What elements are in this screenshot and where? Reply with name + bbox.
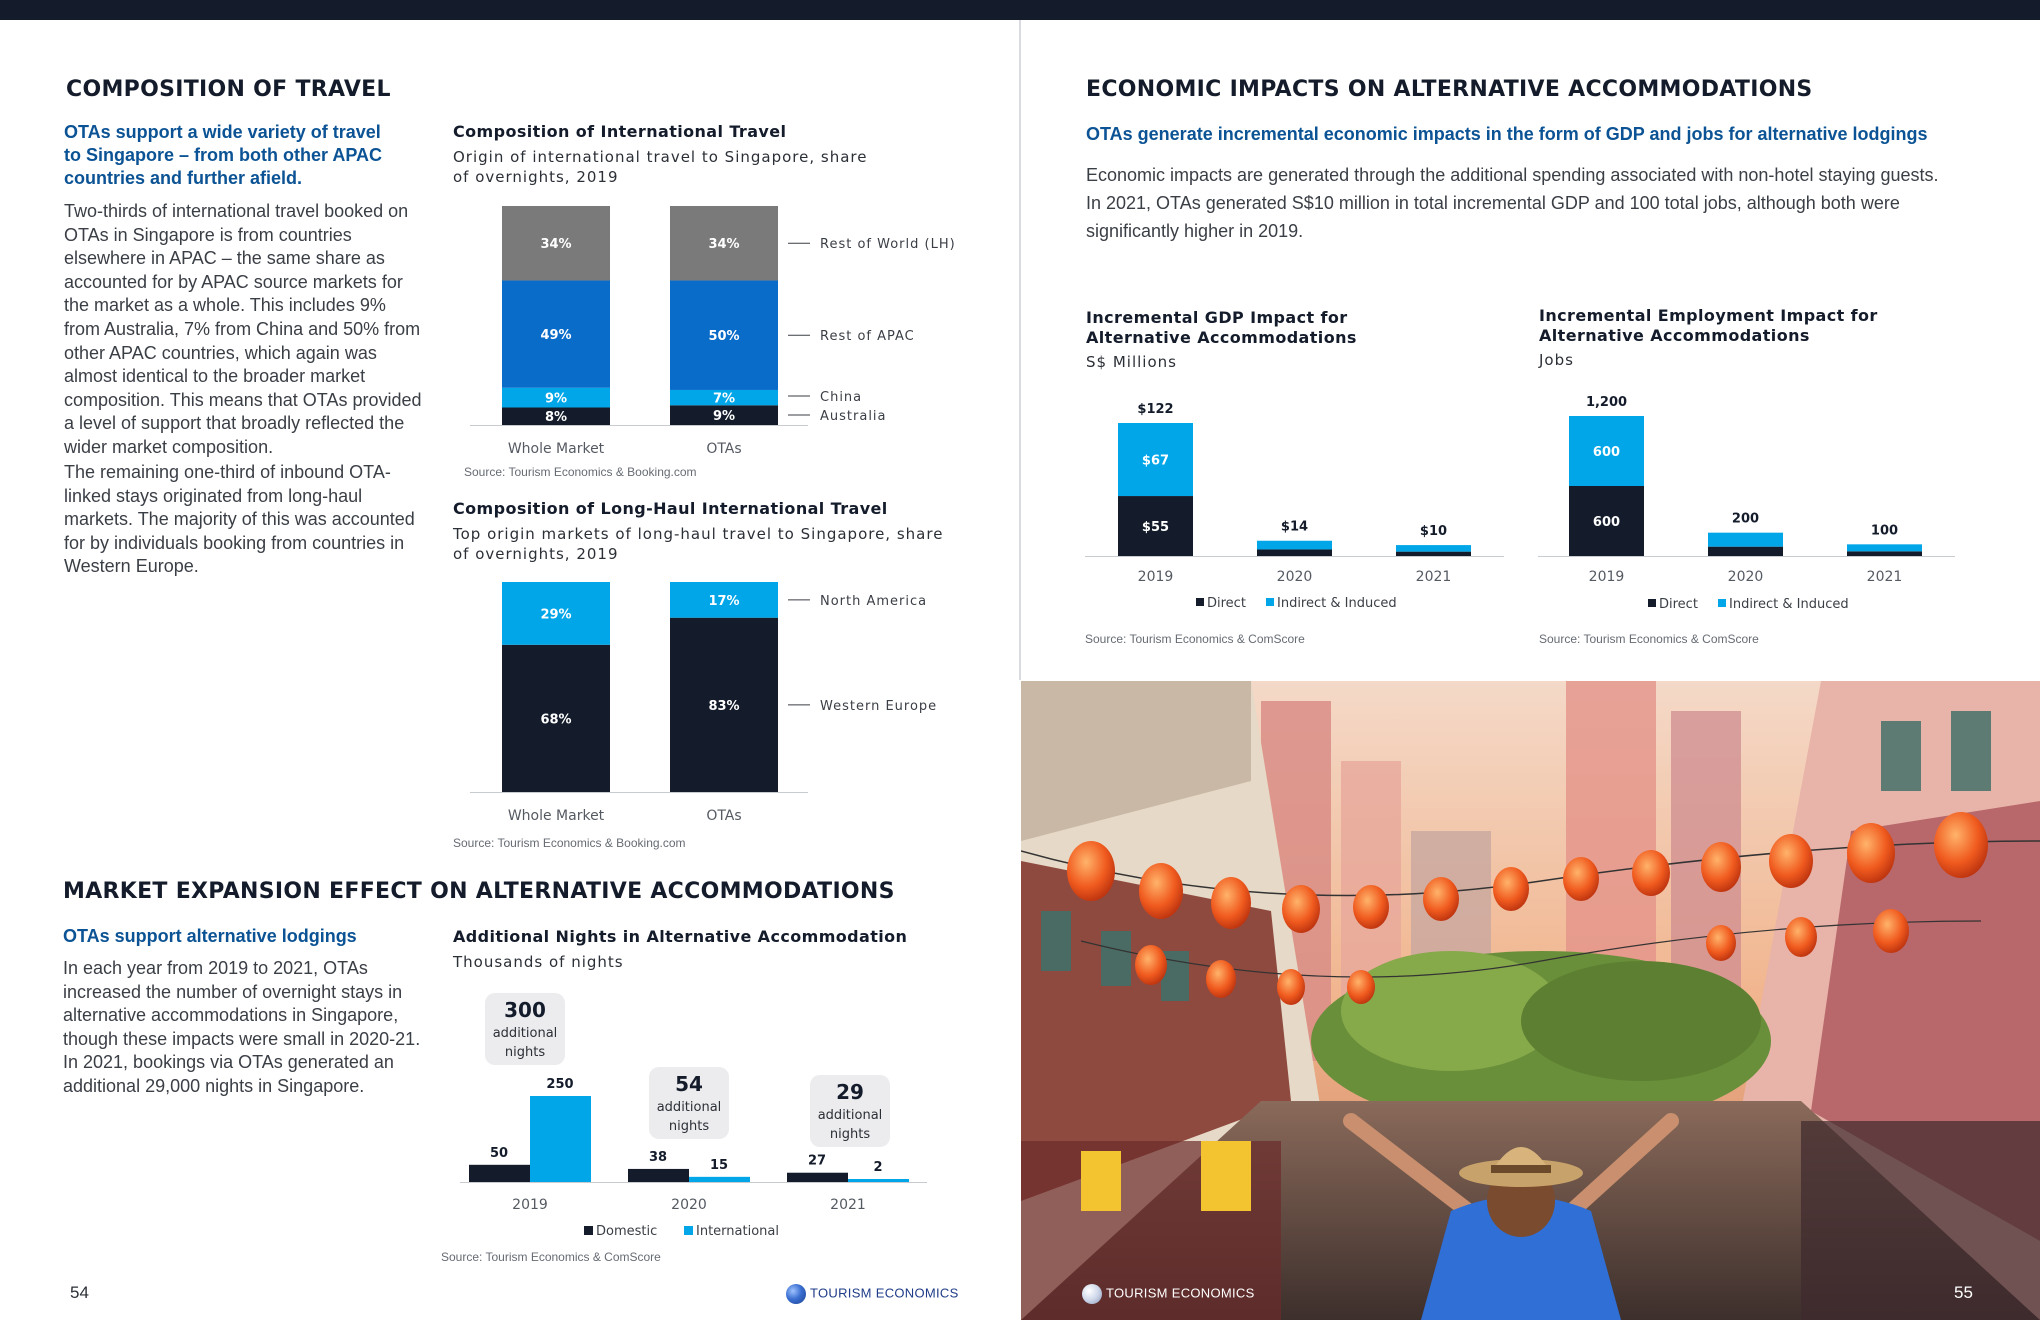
chart-nights-subtitle: Thousands of nights: [453, 953, 624, 971]
category-label-2020: 2020: [1276, 569, 1313, 585]
legend-rest-of-world-lh: Rest of World (LH): [820, 237, 956, 253]
bar-2019-domestic: [469, 1165, 530, 1182]
paragraph-market-expansion: In each year from 2019 to 2021, OTAs increased the number of overnight stays in alternative accommodations in Singapore, though these impacts were small in 2020-21. In 2021, bookings via OTAs generated an additional 29,000 nights in Singapore.: [63, 958, 421, 1096]
brand-logo-left: [786, 1284, 959, 1304]
chart-intl-title: Composition of International Travel: [453, 122, 787, 141]
legend-international: International: [696, 1224, 779, 1239]
chart-jobs-source: Source: Tourism Economics & ComScore: [1539, 632, 1759, 646]
globe-icon: [1082, 1284, 1102, 1304]
brand-logo-right: [1082, 1284, 1255, 1304]
top-bar: [0, 0, 2040, 20]
chart-intl: [440, 190, 980, 470]
brand-name-right: TOURISM ECONOMICS: [1106, 1285, 1255, 1301]
category-label-whole-market: Whole Market: [507, 441, 605, 457]
chart-intl-subtitle: Origin of international travel to Singapore, share of overnights, 2019: [453, 148, 868, 186]
callout-value: 29: [836, 1080, 864, 1104]
total-label: $122: [1137, 402, 1174, 417]
paragraph-composition-2: The remaining one-third of inbound OTA-linked stays originated from long-haul markets. The majority of this was accounted for by individuals booking from countries in Western Europe.: [64, 462, 415, 577]
section-heading-market-expansion: MARKET EXPANSION EFFECT ON ALTERNATIVE ACCOMMODATIONS: [63, 879, 895, 904]
chart-longhaul-title: Composition of Long-Haul International Travel: [453, 499, 888, 518]
callout-text: nights: [829, 1127, 871, 1142]
bar-2021-indirect-induced: [1847, 544, 1922, 551]
legend-direct: Direct: [1659, 597, 1698, 612]
chart-nights-title: Additional Nights in Alternative Accommodation: [453, 927, 908, 946]
chart-jobs-subtitle: Jobs: [1539, 351, 1574, 369]
total-label: $10: [1419, 524, 1448, 540]
callout-text: additional: [817, 1108, 883, 1123]
legend-indirect-induced: Indirect & Induced: [1277, 596, 1397, 611]
callout-text: nights: [504, 1045, 546, 1060]
page-number-right: 55: [1954, 1283, 1973, 1302]
category-label-whole-market: Whole Market: [507, 808, 605, 824]
category-label-otas: OTAs: [706, 441, 742, 457]
bar-2020-indirect-induced: [1708, 533, 1783, 547]
category-label-2021: 2021: [1866, 569, 1903, 585]
data-label: 600: [1592, 515, 1621, 530]
category-label-otas: OTAs: [706, 808, 742, 824]
data-label: 68%: [540, 712, 572, 728]
legend-north-america: North America: [820, 593, 928, 609]
chart-jobs-title: Incremental Employment Impact for Alternative Accommodations: [1539, 306, 1878, 345]
data-label: 50%: [708, 329, 740, 345]
data-label: 34%: [708, 237, 740, 253]
chart-longhaul-source: Source: Tourism Economics & Booking.com: [453, 836, 686, 850]
globe-icon: [786, 1284, 806, 1304]
data-label: 38: [648, 1149, 668, 1165]
bar-2020-direct: [1708, 547, 1783, 556]
legend-domestic: Domestic: [596, 1224, 658, 1239]
category-label-2021: 2021: [1415, 569, 1452, 585]
data-label: 29%: [540, 607, 572, 623]
chart-gdp: [1080, 395, 1520, 625]
bar-2021-direct: [1396, 552, 1471, 556]
legend-china: China: [820, 390, 863, 405]
data-label: 9%: [544, 391, 568, 407]
data-label: 600: [1592, 445, 1621, 460]
category-label-2020: 2020: [1727, 569, 1764, 585]
lead-market-expansion: OTAs support alternative lodgings: [63, 926, 357, 946]
callout-text: nights: [668, 1119, 710, 1134]
legend-swatch-domestic: [584, 1226, 593, 1235]
data-label: 17%: [708, 593, 740, 609]
callout-text: additional: [492, 1026, 558, 1041]
data-label: $55: [1141, 520, 1170, 536]
data-label: 2: [873, 1160, 883, 1175]
bar-2020-indirect-induced: [1257, 541, 1332, 550]
lead-economic-impacts: OTAs generate incremental economic impacts in the form of GDP and jobs for alternative lodgings: [1086, 124, 1928, 144]
brand-name-left: TOURISM ECONOMICS: [810, 1285, 959, 1301]
chart-intl-source: Source: Tourism Economics & Booking.com: [464, 465, 697, 479]
page-divider: [1019, 20, 1021, 680]
category-label-2020: 2020: [671, 1197, 707, 1213]
section-heading-composition: COMPOSITION OF TRAVEL: [66, 77, 391, 102]
callout-text: additional: [656, 1100, 722, 1115]
total-label: 1,200: [1585, 395, 1628, 410]
data-label: 250: [546, 1077, 574, 1092]
data-label: 9%: [712, 409, 736, 425]
chart-longhaul-subtitle: Top origin markets of long-haul travel to Singapore, share of overnights, 2019: [453, 525, 944, 563]
chart-jobs: [1530, 390, 1970, 625]
bar-2020-international: [689, 1177, 750, 1182]
bar-2021-direct: [1847, 551, 1922, 556]
data-label: $67: [1141, 453, 1170, 469]
chart-nights-source: Source: Tourism Economics & ComScore: [441, 1250, 661, 1264]
legend-australia: Australia: [820, 409, 887, 424]
bar-2020-domestic: [628, 1169, 689, 1182]
data-label: 34%: [540, 237, 572, 253]
chart-gdp-subtitle: S$ Millions: [1086, 353, 1177, 371]
data-label: 49%: [540, 328, 572, 344]
paragraph-economic-impacts: Economic impacts are generated through the additional spending associated with non-hotel staying guests. In 2021, OTAs generated S$10 million in total incremental GDP and 100 total jobs, although both were significantly higher in 2019.: [1086, 165, 1939, 241]
legend-rest-of-apac: Rest of APAC: [820, 329, 915, 345]
street-photo: [1021, 681, 2040, 1320]
paragraph-composition-1: Two-thirds of international travel booked on OTAs in Singapore is from countries elsewhere in APAC – the same share as accounted for by APAC source markets for the market as a whole. This includes 9% from Australia, 7% from China and 50% from other APAC countries, which again was almost identical to the broader market composition. This means that OTAs provided a level of support that broadly reflected the wider market composition.: [64, 201, 422, 457]
bar-2021-international: [848, 1179, 909, 1182]
chart-gdp-title: Incremental GDP Impact for Alternative Accommodations: [1086, 308, 1357, 347]
page-number-left: 54: [70, 1283, 89, 1302]
data-label: 7%: [712, 391, 736, 407]
data-label: 15: [709, 1157, 729, 1173]
category-label-2021: 2021: [830, 1197, 866, 1213]
data-label: 27: [807, 1153, 827, 1169]
data-label: 50: [489, 1145, 509, 1161]
legend-swatch-direct: [1196, 598, 1204, 606]
total-label: $14: [1280, 519, 1309, 535]
callout-value: 300: [504, 998, 546, 1022]
total-label: 100: [1870, 523, 1899, 539]
bar-2019-international: [530, 1096, 591, 1182]
category-label-2019: 2019: [512, 1197, 548, 1213]
legend-western-europe: Western Europe: [820, 698, 938, 714]
lead-composition: OTAs support a wide variety of travel to Singapore – from both other APAC countries and further afield.: [64, 122, 382, 188]
legend-indirect-induced: Indirect & Induced: [1729, 597, 1849, 612]
total-label: 200: [1731, 511, 1760, 527]
category-label-2019: 2019: [1137, 569, 1174, 585]
bar-2021-domestic: [787, 1173, 848, 1182]
legend-swatch-international: [684, 1226, 693, 1235]
legend-swatch-direct: [1648, 599, 1656, 607]
chart-gdp-source: Source: Tourism Economics & ComScore: [1085, 632, 1305, 646]
legend-swatch-indirect-induced: [1266, 598, 1274, 606]
callout-value: 54: [675, 1072, 703, 1096]
chart-longhaul: [440, 570, 980, 830]
category-label-2019: 2019: [1588, 569, 1625, 585]
chart-nights: [440, 985, 940, 1245]
legend-swatch-indirect-induced: [1718, 599, 1726, 607]
bar-2021-indirect-induced: [1396, 545, 1471, 552]
bar-2020-direct: [1257, 549, 1332, 556]
data-label: 83%: [708, 698, 740, 714]
section-heading-economic-impacts: ECONOMIC IMPACTS ON ALTERNATIVE ACCOMMODATIONS: [1086, 77, 1813, 102]
data-label: 8%: [544, 410, 568, 426]
legend-direct: Direct: [1207, 596, 1246, 611]
